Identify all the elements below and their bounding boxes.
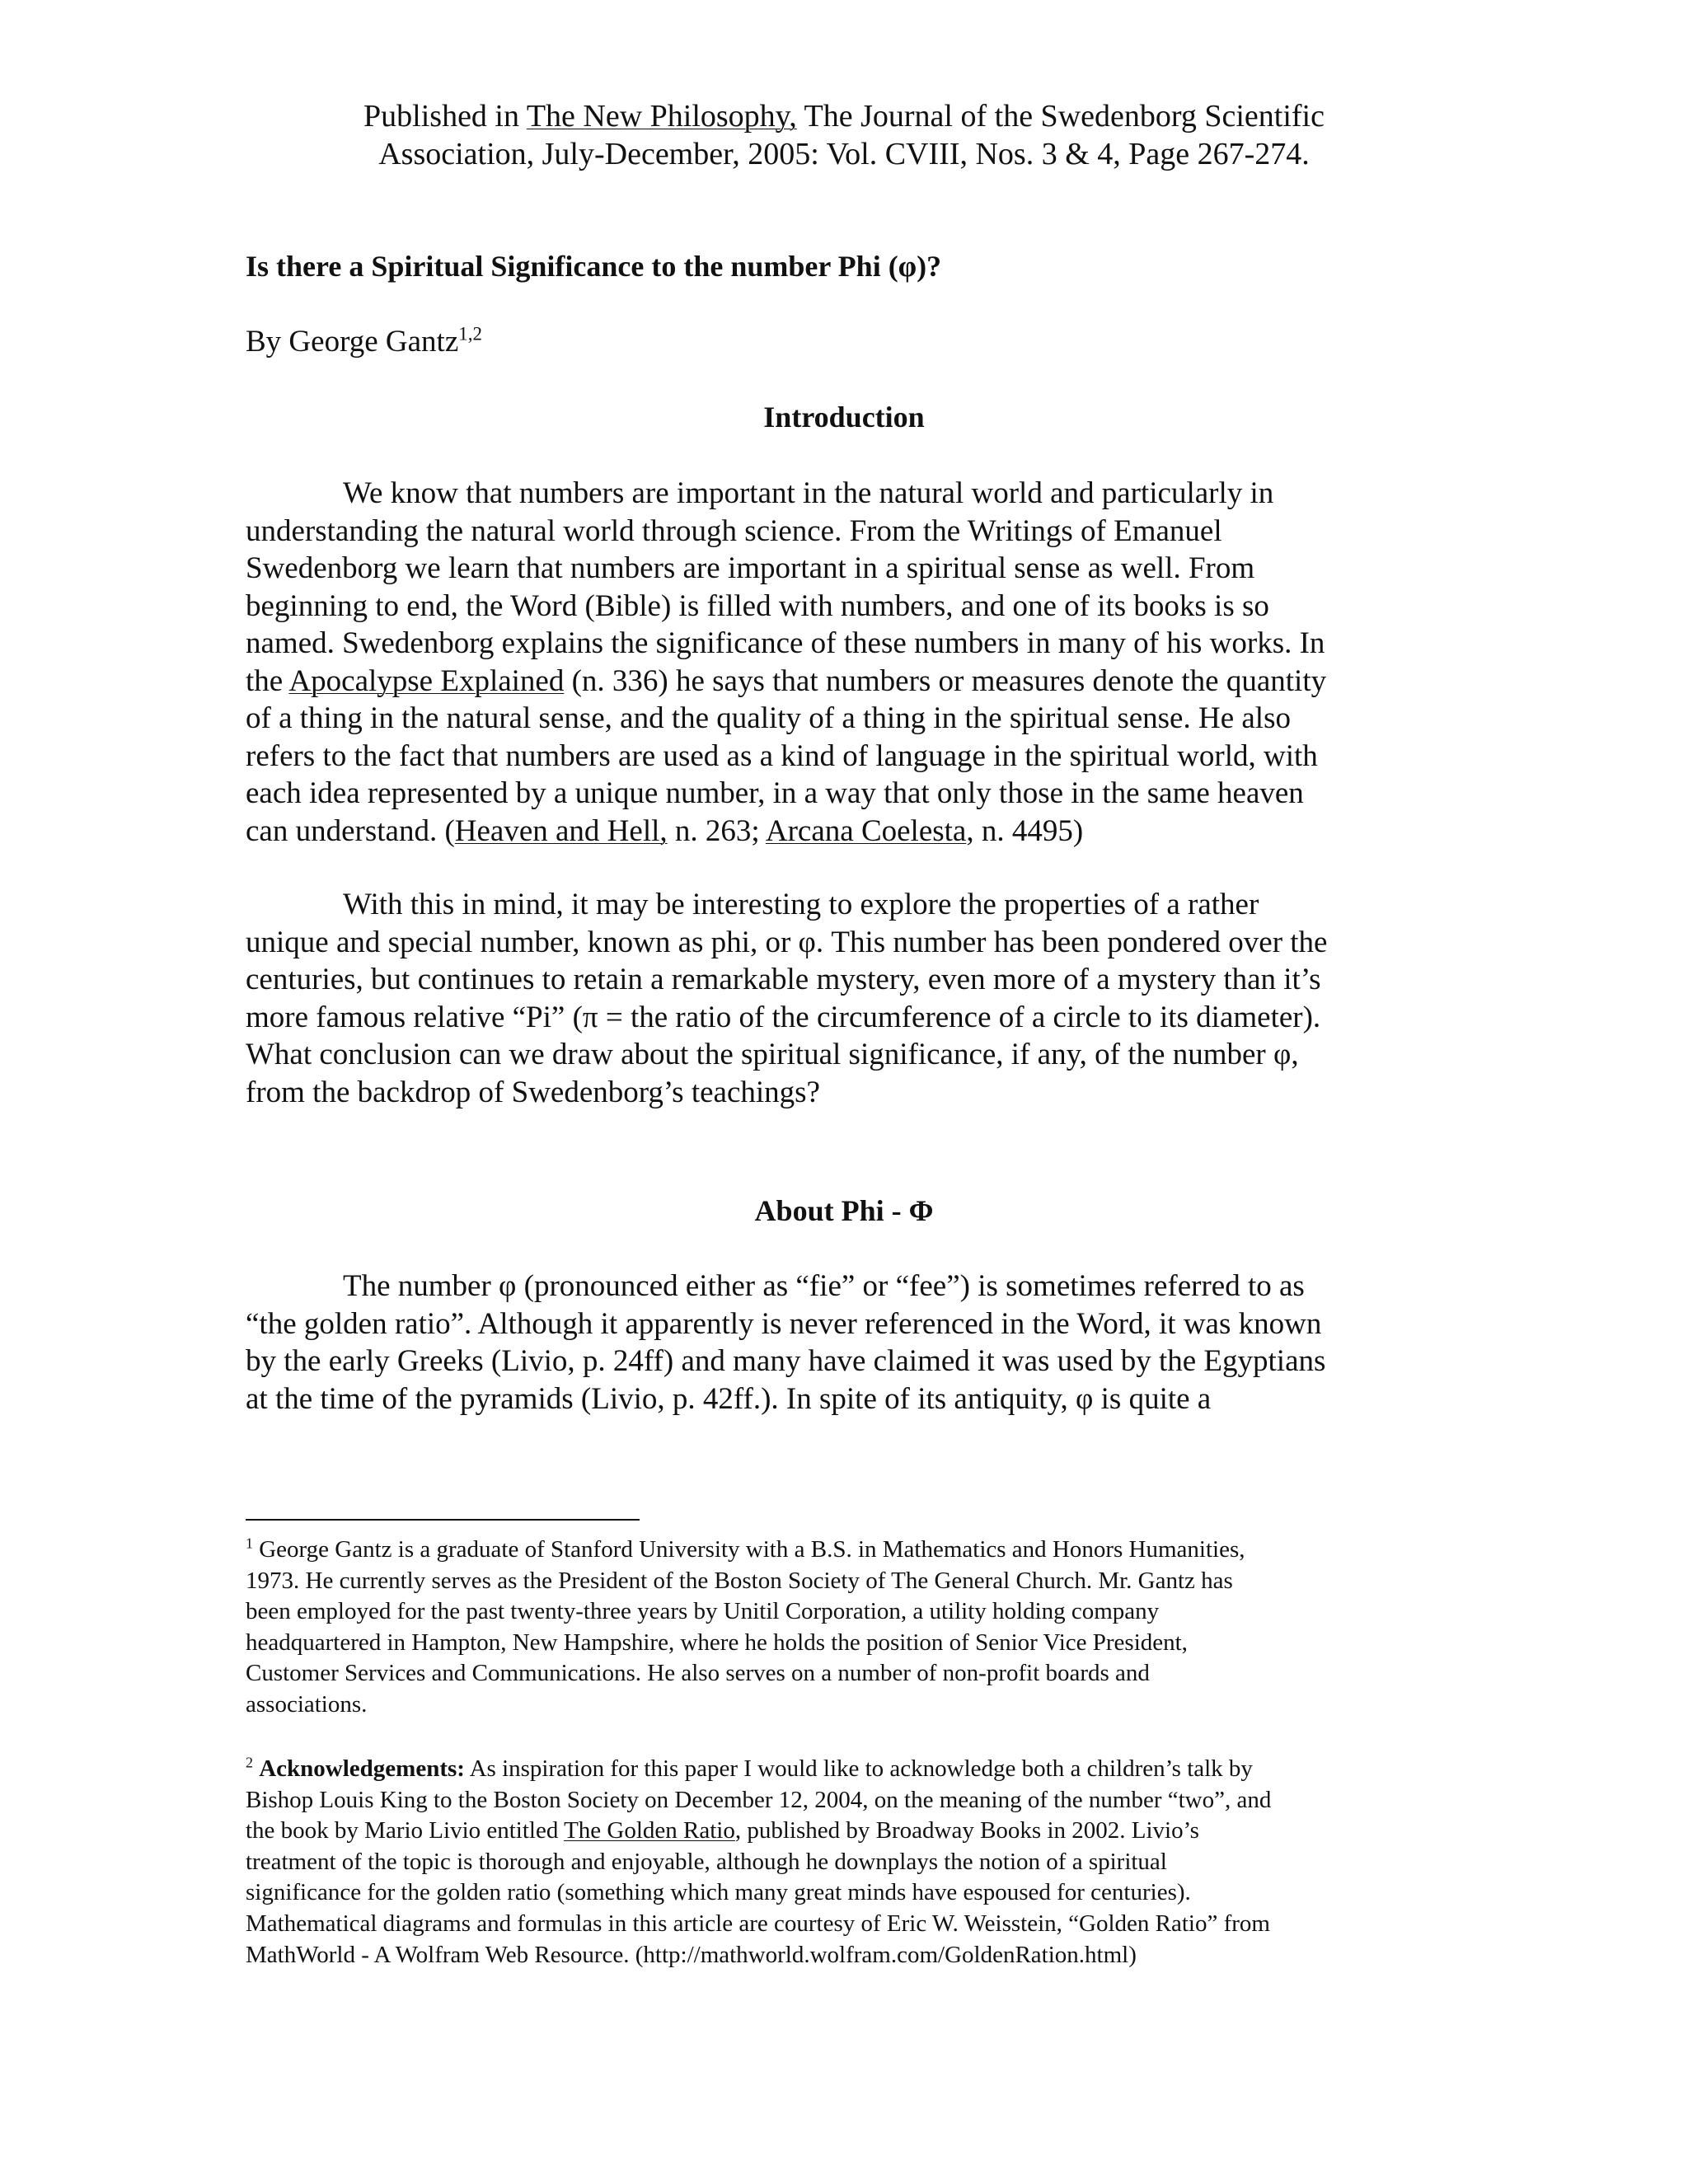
book-reference: Heaven and Hell, <box>454 813 668 848</box>
author-footnote-marks: 1,2 <box>458 323 482 344</box>
text-line: by the early Greeks (Livio, p. 24ff) and many have claimed it was used by the Egyptians <box>246 1344 1326 1378</box>
text-line: Customer Services and Communications. He also serves on a number of non-profit boards and <box>246 1660 1150 1687</box>
text-line: at the time of the pyramids (Livio, p. 42ff.). In spite of its antiquity, φ is quite a <box>246 1381 1212 1416</box>
text-line: Swedenborg we learn that numbers are important in a spiritual sense as well. From <box>246 551 1255 585</box>
text-line: 1973. He currently serves as the President of the Boston Society of The General Church. Mr. Gantz has <box>246 1567 1233 1594</box>
text-line: We know that numbers are important in the natural world and particularly in <box>343 476 1274 510</box>
text-run: the <box>246 663 289 698</box>
text-line: What conclusion can we draw about the spiritual significance, if any, of the number φ, <box>246 1038 1299 1071</box>
intro-paragraph-2 <box>246 886 1445 1111</box>
book-reference: Arcana Coelesta <box>765 813 967 848</box>
text-run: George Gantz is a graduate of Stanford University with a B.S. in Mathematics and Honors Humanities, <box>252 1536 1245 1563</box>
text-line: treatment of the topic is thorough and enjoyable, although he downplays the notion of a spiritual <box>246 1848 1167 1875</box>
text-run: , published by Broadway Books in 2002. Livio’s <box>734 1817 1199 1844</box>
publication-header <box>0 97 1688 173</box>
text-line: “the golden ratio”. Although it apparently is never referenced in the Word, it was known <box>246 1306 1322 1341</box>
text-line: been employed for the past twenty-three years by Unitil Corporation, a utility holding company <box>246 1598 1160 1625</box>
author-byline <box>246 324 482 359</box>
text-line: significance for the golden ratio (something which many great minds have espoused for centuries). <box>246 1879 1191 1906</box>
text-run: As inspiration for this paper I would like to acknowledge both a children’s talk by <box>464 1755 1253 1782</box>
footnote-1 <box>246 1535 1445 1721</box>
header-line-2: Association, July-December, 2005: Vol. CVIII, Nos. 3 & 4, Page 267-274. <box>378 137 1310 171</box>
text-run: the book by Mario Livio entitled <box>246 1817 565 1844</box>
section-heading-about-phi: About Phi - Φ <box>754 1194 934 1227</box>
text-line <box>246 1816 1445 1847</box>
text-line: each idea represented by a unique number, in a way that only those in the same heaven <box>246 776 1304 810</box>
footnote-mark: 2 <box>246 1754 253 1771</box>
text-line: from the backdrop of Swedenborg’s teachings? <box>246 1075 820 1109</box>
intro-paragraph-1 <box>246 475 1445 850</box>
header-prefix: Published in <box>363 99 527 134</box>
text-run: can understand. ( <box>246 813 455 848</box>
text-line: headquartered in Hampton, New Hampshire, where he holds the position of Senior Vice President, <box>246 1629 1188 1656</box>
text-line: The number φ (pronounced either as “fie” or “fee”) is sometimes referred to as <box>343 1269 1305 1303</box>
journal-name: The New Philosophy, <box>526 99 797 134</box>
text-line: unique and special number, known as phi, or φ. This number has been pondered over the <box>246 925 1328 959</box>
header-line-1 <box>0 97 1688 135</box>
text-run: (n. 336) he says that numbers or measures denote the quantity <box>564 663 1327 698</box>
section-heading-introduction: Introduction <box>763 401 925 434</box>
footnote-separator <box>246 1519 640 1521</box>
text-line: refers to the fact that numbers are used as a kind of language in the spiritual world, with <box>246 738 1318 773</box>
text-run: n. 263; <box>667 813 766 848</box>
article-title: Is there a Spiritual Significance to the number Phi (φ)? <box>246 250 942 283</box>
text-line: beginning to end, the Word (Bible) is filled with numbers, and one of its books is so <box>246 588 1269 623</box>
text-line: Bishop Louis King to the Boston Society on December 12, 2004, on the meaning of the number “two”, and <box>246 1786 1272 1813</box>
book-reference: Apocalypse Explained <box>288 663 565 698</box>
text-line: centuries, but continues to retain a remarkable mystery, even more of a mystery than it’s <box>246 963 1321 996</box>
footnote-2 <box>246 1754 1445 1971</box>
text-line: more famous relative “Pi” (π = the ratio of the circumference of a circle to its diameter). <box>246 1000 1321 1034</box>
author-name: By George Gantz <box>246 325 459 359</box>
text-line: understanding the natural world through science. From the Writings of Emanuel <box>246 513 1222 548</box>
footnote-label: Acknowledgements: <box>259 1755 465 1782</box>
text-line: associations. <box>246 1690 368 1718</box>
text-line <box>246 663 1445 701</box>
footnote-mark: 1 <box>246 1535 253 1552</box>
text-line: Mathematical diagrams and formulas in this article are courtesy of Eric W. Weisstein, “Golden Ratio” from <box>246 1910 1270 1937</box>
book-reference: The Golden Ratio <box>564 1817 735 1844</box>
text-line: named. Swedenborg explains the significance of these numbers in many of his works. In <box>246 626 1325 660</box>
header-suffix: The Journal of the Swedenborg Scientific <box>796 99 1325 134</box>
text-line: With this in mind, it may be interesting to explore the properties of a rather <box>343 888 1259 921</box>
text-line <box>246 813 1445 851</box>
text-line <box>246 1535 1445 1566</box>
text-run: , n. 4495) <box>966 813 1084 848</box>
about-phi-paragraph-1 <box>246 1268 1445 1418</box>
text-line: of a thing in the natural sense, and the quality of a thing in the spiritual sense. He also <box>246 701 1291 735</box>
text-line <box>246 1754 1445 1785</box>
text-line: MathWorld - A Wolfram Web Resource. (http://mathworld.wolfram.com/GoldenRation.html) <box>246 1941 1137 1968</box>
